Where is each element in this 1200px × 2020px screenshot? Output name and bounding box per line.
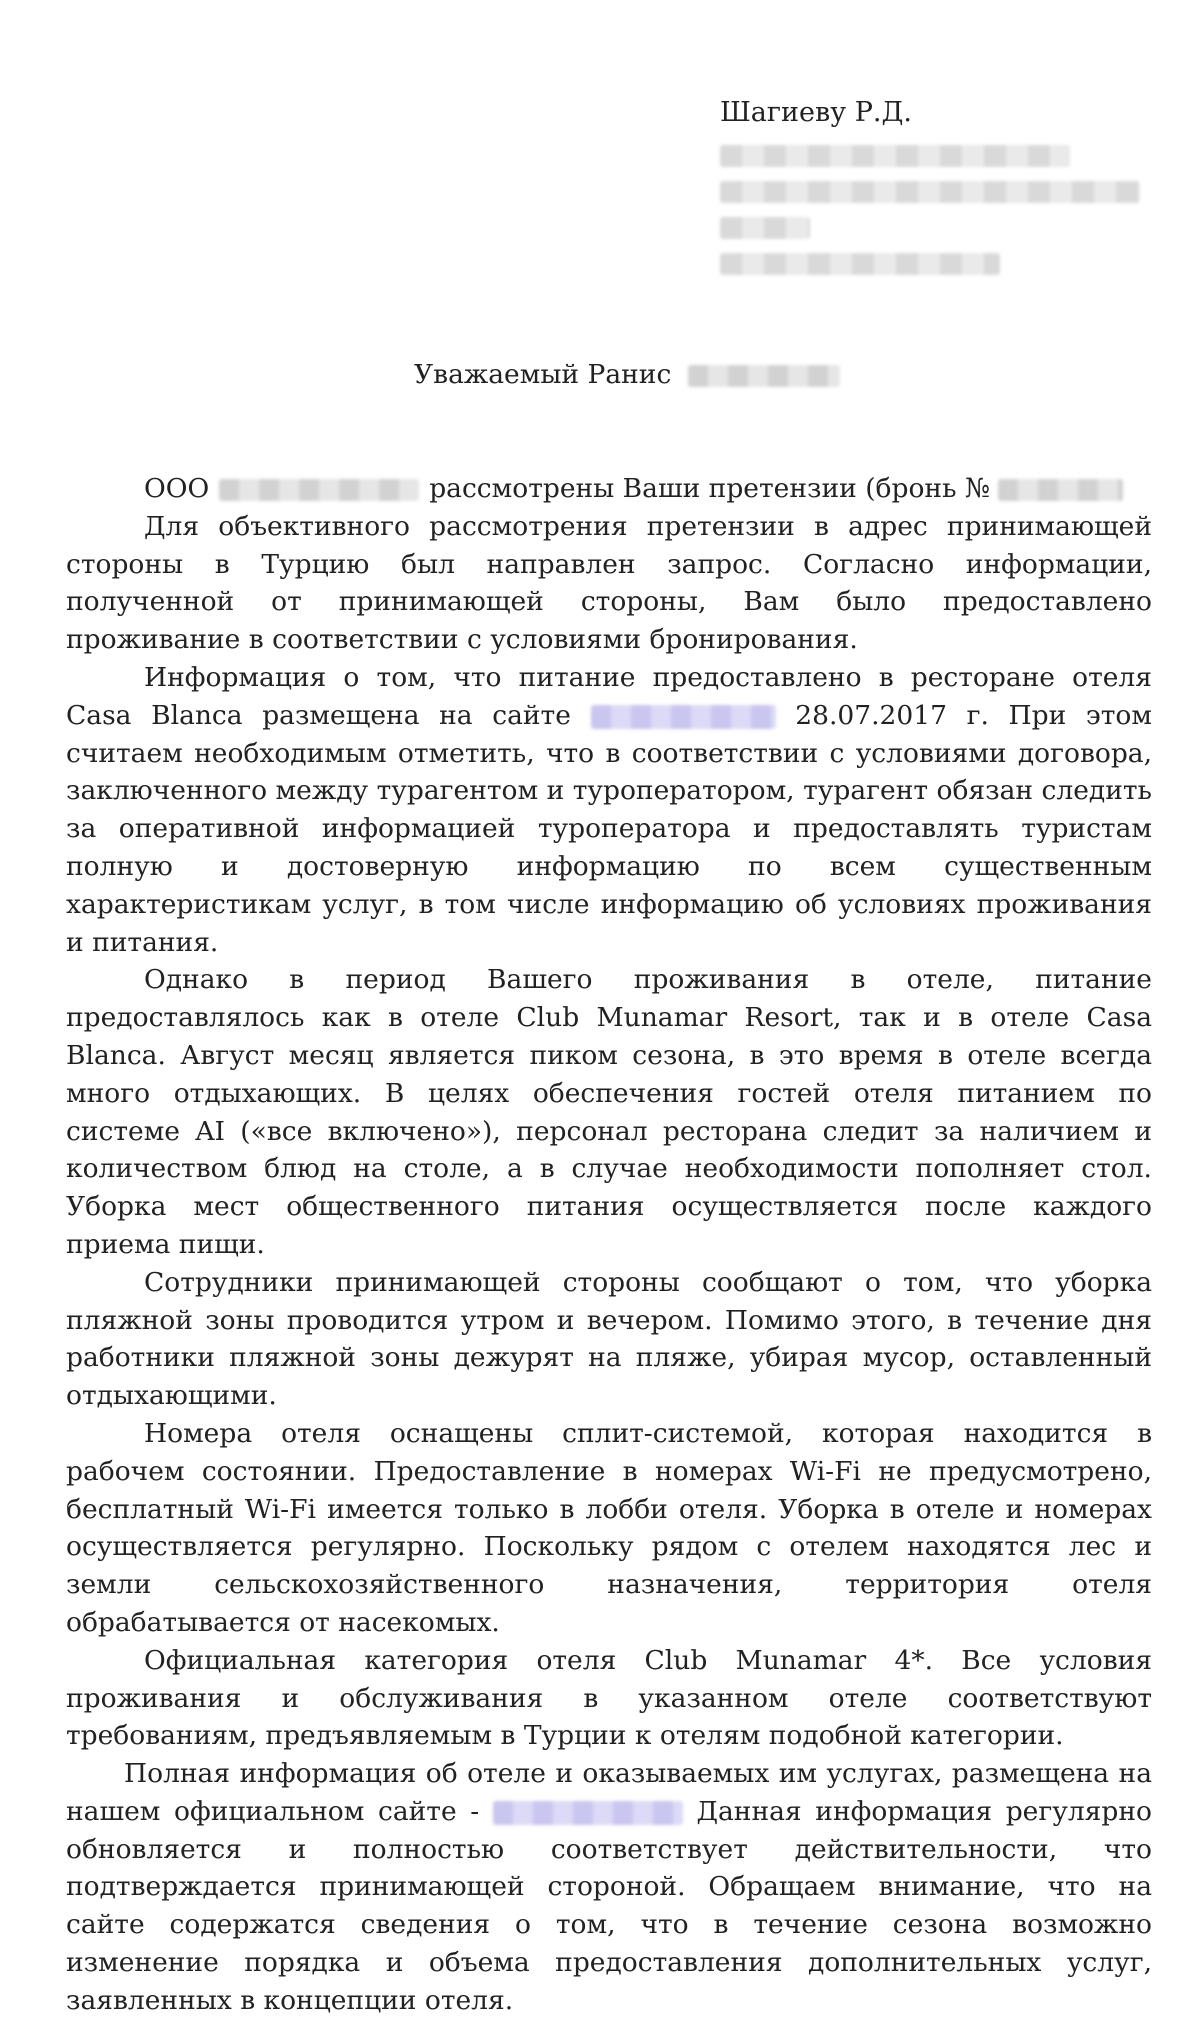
redacted-patronymic xyxy=(688,365,840,387)
paragraph-8-start: Полная информация об отеле и оказываемых им услугах, размещена на нашем официальном сайте - xyxy=(66,1758,1152,1827)
greeting-text: Уважаемый Ранис xyxy=(414,359,672,390)
paragraph-8 xyxy=(66,1755,1152,2020)
paragraph-3-end: 28.07.2017 г. При этом считаем необходимым отметить, что в соответствии с условиями договора, заключенного между турагентом и туроператором, турагент обязан следить за оперативной информацией туроператора и предоставлять туристам полную и достоверную информацию по всем существенным характеристикам услуг, в том числе информацию об условиях проживания и питания. xyxy=(66,699,1152,958)
paragraph-8-end: Данная информация регулярно обновляется и полностью соответствует действительности, что подтверждается принимающей стороной. Обращаем внимание, что на сайте содержатся сведения о том, что в течение сезона возможно изменение порядка и объема предоставления дополнительных услуг, заявленных в концепции отеля. xyxy=(66,1795,1152,2016)
recipient-block xyxy=(720,95,1160,275)
greeting xyxy=(414,357,840,393)
redacted-email-line xyxy=(720,253,1000,275)
redacted-website-link xyxy=(591,705,776,729)
company-prefix: ООО xyxy=(144,473,210,504)
paragraph-7: Официальная категория отеля Club Munamar 4*. Все условия проживания и обслуживания в указанном отеле соответствуют требованиям, предъявляемым в Турции к отелям подобной категории. xyxy=(66,1644,1152,1752)
paragraph-3 xyxy=(66,659,1152,961)
redacted-booking-number xyxy=(998,479,1123,501)
paragraph-2: Для объективного рассмотрения претензии в адрес принимающей стороны в Турцию был направлен запрос. Согласно информации, полученной от принимающей стороны, Вам было предоставлено проживание в соответствии с условиями бронирования. xyxy=(66,510,1152,656)
redacted-company-name xyxy=(219,479,419,501)
paragraph-5: Сотрудники принимающей стороны сообщают о том, что уборка пляжной зоны проводится утром и вечером. Помимо этого, в течение дня работники пляжной зоны дежурят на пляже, убирая мусор, оставленный отдыхающими. xyxy=(66,1266,1152,1412)
redacted-address-line xyxy=(720,145,1070,167)
redacted-address-line xyxy=(720,217,810,239)
recipient-name: Шагиеву Р.Д. xyxy=(720,97,912,128)
paragraph-1 xyxy=(66,470,1152,508)
paragraph-6: Номера отеля оснащены сплит-системой, которая находится в рабочем состоянии. Предоставление в номерах Wi-Fi не предусмотрено, бесплатный Wi-Fi имеется только в лобби отеля. Уборка в отеле и номерах осуществляется регулярно. Поскольку рядом с отелем находятся лес и земли сельскохозяйственного назначения, территория отеля обрабатывается от насекомых. xyxy=(66,1417,1152,1638)
letter-body xyxy=(66,470,1152,2020)
redacted-website-link xyxy=(493,1801,683,1825)
paragraph-4: Однако в период Вашего проживания в отеле, питание предоставлялось как в отеле Club Munamar Resort, так и в отеле Casa Blanca. Август месяц является пиком сезона, в это время в отеле всегда много отдыхающих. В целях обеспечения гостей отеля питанием по системе AI («все включено»), персонал ресторана следит за наличием и количеством блюд на столе, а в случае необходимости пополняет стол. Уборка мест общественного питания осуществляется после каждого приема пищи. xyxy=(66,964,1152,1260)
redacted-address-line xyxy=(720,181,1140,203)
paragraph-1-text: рассмотрены Ваши претензии (бронь № xyxy=(429,473,990,504)
paragraph-3-start: Информация о том, что питание предоставлено в ресторане отеля Casa Blanca размещена на сайте xyxy=(66,661,1152,731)
